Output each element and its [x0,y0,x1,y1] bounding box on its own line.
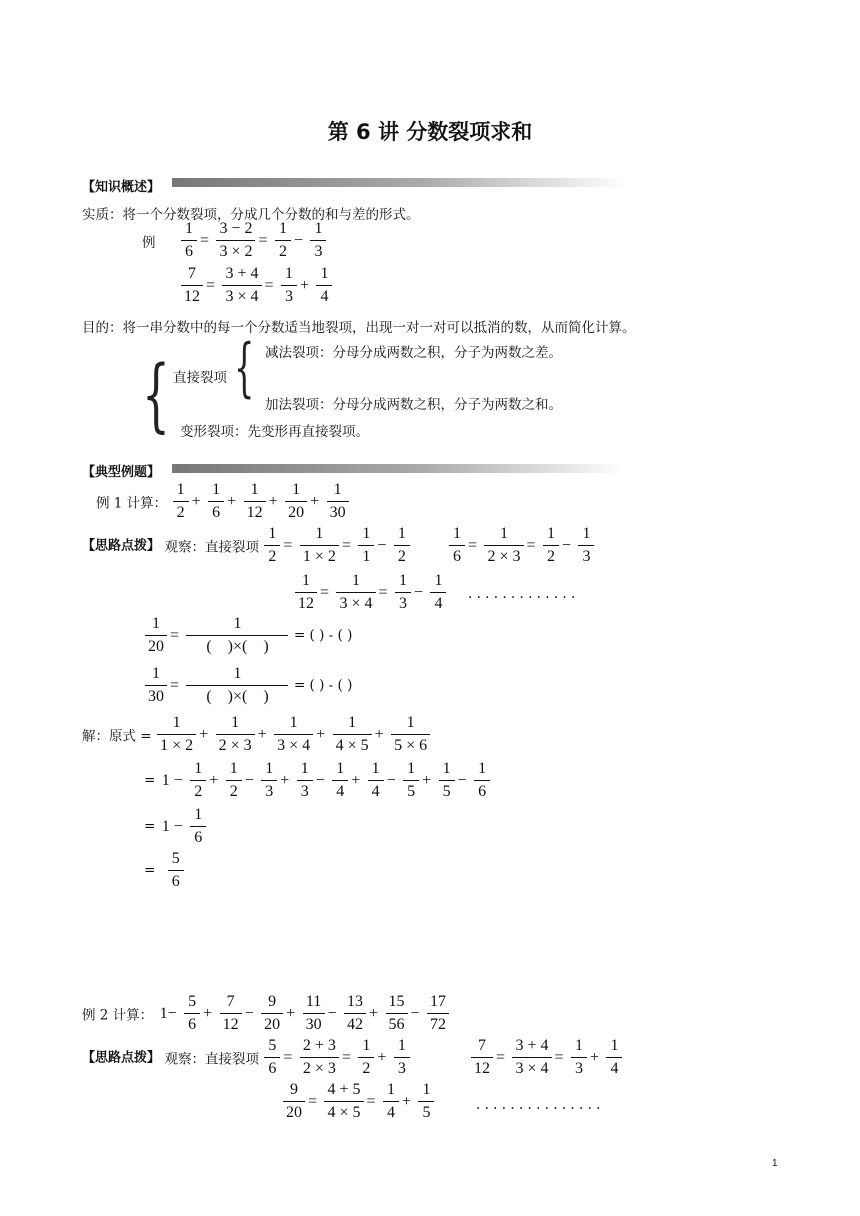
equals-sign: = [144,862,156,879]
example-formula-1: 例 $\frac{1}{6}$ = $\frac{3 - 2}{3 \times 2}$ = $\frac{1}{2}$ − $\frac{1}{3}$ [142,220,327,261]
section-heading-overview: 【知识概述】 [82,180,161,195]
inner-brace: { [234,331,255,405]
subtraction-split-text: 减法裂项：分母分成两数之积，分子为两数之差。 [265,345,562,361]
section-divider [172,178,627,187]
solution-line-4: = $\frac{5}{6}$ [144,850,185,891]
equals-sign: = [144,772,156,789]
observe-text: 观察：直接裂项 [164,539,259,556]
purpose-text: 目的：将一串分数中的每一个分数适当地裂项，出现一对一对可以抵消的数，从而简化计算。 [82,320,636,336]
continuation-dots: . . . . . . . . . . . . . [468,586,576,602]
example-2-problem: 例 2 计算： 1− $\frac{5}{6}$ + $\frac{7}{12}$ − $\frac{9}{20}$ + $\frac{11}{30}$ − $\frac{13}{42}$ + $\frac{15}{56}$ − $\frac{17}{72}$ [82,993,450,1034]
solution-line-2: = 1 − $\frac{1}{2}$ + $\frac{1}{2}$ − $\frac{1}{3}$ + $\frac{1}{3}$ − $\frac{1}{4}$ + $\frac{1}{4}$ − $\frac{1}{5}$ + $\frac{1}{5}$ − $\frac{1}{6}$ [144,760,491,801]
example-2-hint-line-1: 【思路点拨】 观察：直接裂项 $\frac{5}{6}$ = $\frac{2 + 3}{2 \times 3}$ = $\frac{1}{2}$ + $\frac{1}{3}$ [82,1037,411,1078]
example-1-blank-term-20: $\frac{1}{20}$ = 1 ( )×( ) = ( ) - ( ) [144,615,352,656]
solution-label: 解：原式 = [82,728,152,745]
example-1-hint-term-2: $\frac{1}{6}$ = $\frac{1}{2 \times 3}$ = $\frac{1}{2}$ − $\frac{1}{3}$ [448,525,595,566]
example-2-label: 例 2 计算： [82,1007,154,1024]
example-1-hint-term-3: $\frac{1}{12}$ = $\frac{1}{3 \times 4}$ = $\frac{1}{3}$ − $\frac{1}{4}$ [294,572,447,613]
example-1-hint-line-1: 【思路点拨】 观察：直接裂项 $\frac{1}{2}$ = $\frac{1}{1 \times 2}$ = $\frac{1}{1}$ − $\frac{1}{2}$ [82,525,411,566]
example-2-hint-term-2: $\frac{7}{12}$ = $\frac{3 + 4}{3 \times 4}$ = $\frac{1}{3}$ + $\frac{1}{4}$ [470,1037,623,1078]
blank-answer: = ( ) - ( ) [293,627,353,644]
observe-text: 观察：直接裂项 [164,1051,259,1068]
example-1-problem: 例 1 计算： $\frac{1}{2}$ + $\frac{1}{6}$ + $\frac{1}{12}$ + $\frac{1}{20}$ + $\frac{1}{30}$ [96,481,350,522]
transform-split-text: 变形裂项：先变形再直接裂项。 [180,424,369,440]
hint-label: 【思路点拨】 [82,538,161,554]
one: 1 [161,817,170,835]
page-title: 第 6 讲 分数裂项求和 [327,120,533,144]
equals-sign: = [144,818,156,835]
example-1-label: 例 1 计算： [96,495,168,512]
section-heading-examples: 【典型例题】 [82,465,161,480]
one: 1 [161,771,170,789]
hint-label: 【思路点拨】 [82,1050,161,1066]
solution-line-3: = 1 − $\frac{1}{6}$ [144,806,207,847]
example-formula-2: $\frac{7}{12}$ = $\frac{3 + 4}{3 \times 4}$ = $\frac{1}{3}$ + $\frac{1}{4}$ [180,265,333,306]
continuation-dots: . . . . . . . . . . . . . . . [476,1097,601,1113]
solution-line-1: 解：原式 = $\frac{1}{1 \times 2}$ + $\frac{1}{2 \times 3}$ + $\frac{1}{3 \times 4}$ + $\frac{1}{4 \times 5}$ + $\frac{1}{5 \times 6}$ [82,714,431,755]
page-number: 1 [772,1158,778,1169]
example-1-blank-term-30: $\frac{1}{30}$ = 1 ( )×( ) = ( ) - ( ) [144,665,352,706]
essence-text: 实质：将一个分数裂项，分成几个分数的和与差的形式。 [82,207,420,223]
outer-brace: { [142,348,170,441]
example-2-hint-term-3: $\frac{9}{20}$ = $\frac{4 + 5}{4 \times 5}$ = $\frac{1}{4}$ + $\frac{1}{5}$ [282,1081,435,1122]
addition-split-text: 加法裂项：分母分成两数之积，分子为两数之和。 [265,397,562,413]
example-label: 例 [142,234,156,251]
direct-split-label: 直接裂项 [173,370,227,386]
section-divider [172,464,627,473]
blank-answer: = ( ) - ( ) [293,677,353,694]
